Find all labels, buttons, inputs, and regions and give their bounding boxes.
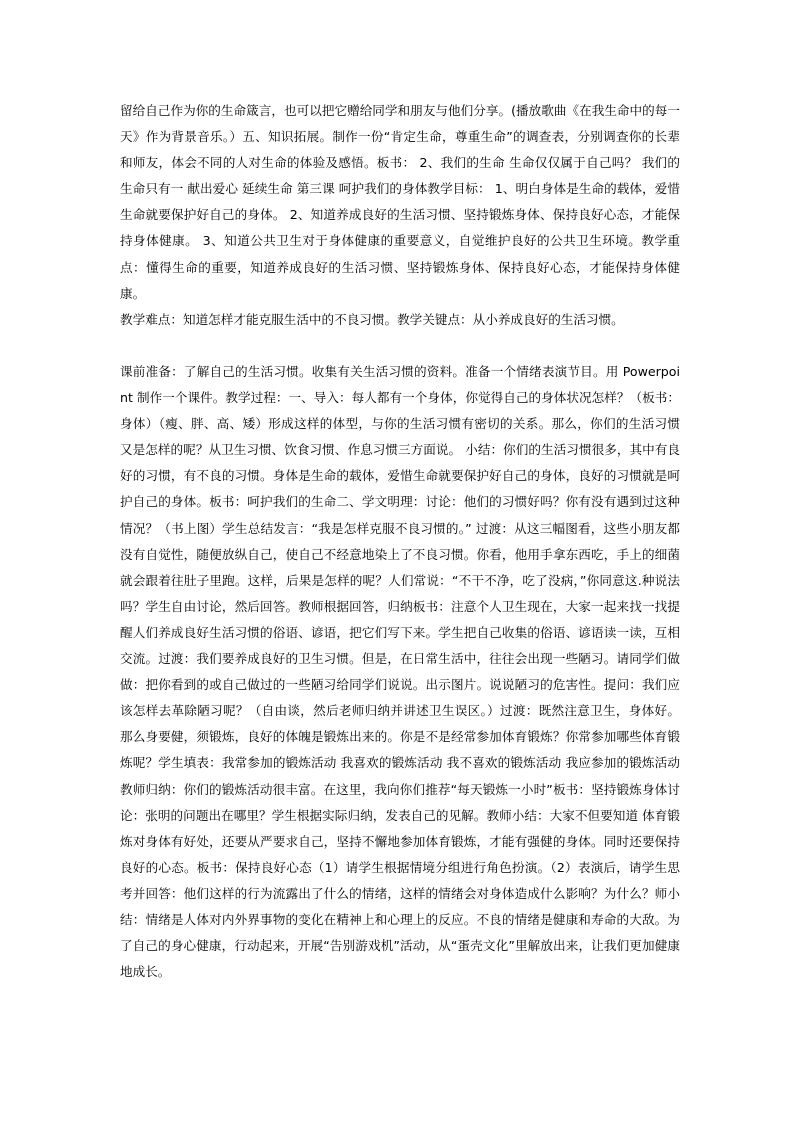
paragraph-1-body: 留给自己作为你的生命箴言，也可以把它赠给同学和朋友与他们分享。(播放歌曲《在我生命中的每一天》作为背景音乐。）五、知识拓展。制作一份“肯定生命，尊重生命”的调查表，分别调查你的长辈和师友，体会不同的人对生命的体验及感悟。板书： 2、我们的生命 生命仅仅属于自己吗？ 我们的生命只有一 献出爱心 延续生命 第三课 呵护我们的身体教学目标： 1、明白身体是生命的载体，爱惜生命就要保护好自己的身体。 2、知道养成良好的生活习惯、坚持锻炼身体、保持良好心态，才能保持身体健康。 3、知道公共卫生对于身体健康的重要意义，自觉维护良好的公共卫生环境。教学重点：懂得生命的重要，知道养成良好的生活习惯、坚持锻炼身体、保持良好心态，才能保持身体健康。 bbox=[120, 103, 680, 301]
paragraph-2-body: 课前准备：了解自己的生活习惯。收集有关生活习惯的资料。准备一个情绪表演节目。用 Powerpoint 制作一个课件。教学过程：一、导入：每人都有一个身体，你觉得自己的身体状况怎样？（板书：身体）（瘦、胖、高、矮）形成这样的体型，与你的生活习惯有密切的关系。那么，你们的生活习惯又是怎样的呢？从卫生习惯、饮食习惯、作息习惯三方面说。 小结：你们的生活习惯很多，其中有良好的习惯，有不良的习惯。身体是生命的载体，爱惜生命就要保护好自己的身体，良好的习惯就是呵护自己的身体。板书：呵护我们的生命二、学文明理：讨论：他们的习惯好吗？你有没有遇到过这种情况？（书上图）学生总结发言：“我是怎样克服不良习惯的。” 过渡：从这三幅图看，这些小朋友都没有自觉性，随便放纵自己，使自己不经意地染上了不良习惯。你看，他用手拿东西吃，手上的细菌就会跟着往肚子里跑。这样，后果是怎样的呢？人们常说：“不干不净，吃了没病，”你同意这.种说法吗？学生自由讨论，然后回答。教师根据回答，归纳板书：注意个人卫生现在，大家一起来找一找提醒人们养成良好生活习惯的俗语、谚语，把它们写下来。学生把自己收集的俗语、谚语读一读，互相交流。过渡：我们要养成良好的卫生习惯。但是，在日常生活中，往往会出现一些陋习。请同学们做做：把你看到的或自己做过的一些陋习给同学们说说。出示图片。说说陋习的危害性。提问：我们应该怎样去革除陋习呢？（自由谈，然后老师归纳并讲述卫生误区。）过渡：既然注意卫生，身体好。那么身要健，须锻炼，良好的体魄是锻炼出来的。你是不是经常参加体育锻炼？你常参加哪些体育锻炼呢？学生填表：我常参加的锻炼活动 我喜欢的锻炼活动 我不喜欢的锻炼活动 我应参加的锻炼活动 教师归纳：你们的锻炼活动很丰富。在这里，我向你们推荐“每天锻炼一小时”板书：坚持锻炼身体讨论：张明的问题出在哪里？学生根据实际归纳，发表自己的见解。教师小结：大家不但要知道 体育锻炼对身体有好处，还要从严要求自己，坚持不懈地参加体育锻炼，才能有强健的身体。同时还要保持良好的心态。板书：保持良好心态（1）请学生根据情境分组进行角色扮演。（2）表演后，请学生思考并回答：他们这样的行为流露出了什么的情绪，这样的情绪会对身体造成什么影响？为什么？师小结：情绪是人体对内外界事物的变化在精神上和心理上的反应。不良的情绪是健康和寿命的大敌。为了自己的身心健康，行动起来，开展“告别游戏机”活动，从“蛋壳文化”里解放出来，让我们更加健康地成长。 bbox=[120, 364, 680, 980]
paragraph-1 bbox=[120, 98, 680, 333]
paragraph-2 bbox=[120, 359, 680, 985]
paragraph-1-tail: 教学难点：知道怎样才能克服生活中的不良习惯。教学关键点：从小养成良好的生活习惯。 bbox=[120, 311, 624, 327]
